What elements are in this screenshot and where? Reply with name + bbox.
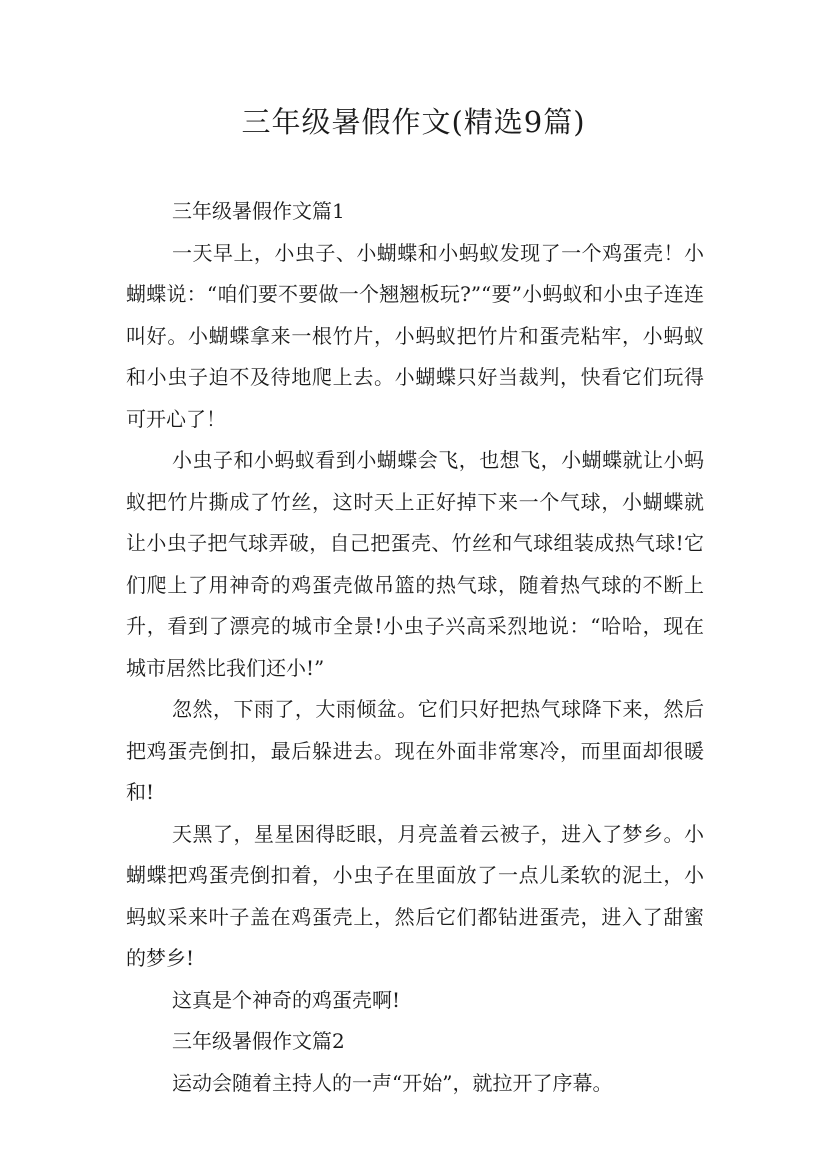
paragraph: 一天早上，小虫子、小蝴蝶和小蚂蚁发现了一个鸡蛋壳！小蝴蝶说：“咱们要不要做一个翘翘板玩?”“要”小蚂蚁和小虫子连连叫好。小蝴蝶拿来一根竹片，小蚂蚁把竹片和蛋壳粘牢，小蚂蚁和小虫子迫不及待地爬上去。小蝴蝶只好当裁判，快看它们玩得可开心了！ [126, 240, 704, 431]
section-heading-1: 三年级暑假作文篇1 [172, 199, 345, 223]
document-body [126, 191, 704, 1104]
paragraph: 这真是个神奇的鸡蛋壳啊! [172, 987, 401, 1012]
paragraph: 忽然，下雨了，大雨倾盆。它们只好把热气球降下来，然后把鸡蛋壳倒扣，最后躲进去。现在外面非常寒冷，而里面却很暖和! [126, 697, 704, 804]
paragraph: 天黑了，星星困得眨眼，月亮盖着云被子，进入了梦乡。小蝴蝶把鸡蛋壳倒扣着，小虫子在里面放了一点儿柔软的泥土，小蚂蚁采来叶子盖在鸡蛋壳上，然后它们都钻进蛋壳，进入了甜蜜的梦乡! [126, 821, 704, 970]
document-title: 三年级暑假作文(精选9篇) [241, 105, 586, 139]
paragraph: 小虫子和小蚂蚁看到小蝴蝶会飞，也想飞，小蝴蝶就让小蚂蚁把竹片撕成了竹丝，这时天上正好掉下来一个气球，小蝴蝶就让小虫子把气球弄破，自己把蛋壳、竹丝和气球组装成热气球!它们爬上了用神奇的鸡蛋壳做吊篮的热气球，随着热气球的不断上升，看到了漂亮的城市全景!小虫子兴高采烈地说：“哈哈，现在城市居然比我们还小!” [126, 448, 704, 680]
paragraph: 运动会随着主持人的一声“开始”，就拉开了序幕。 [172, 1070, 613, 1095]
section-heading-2: 三年级暑假作文篇2 [172, 1029, 345, 1053]
